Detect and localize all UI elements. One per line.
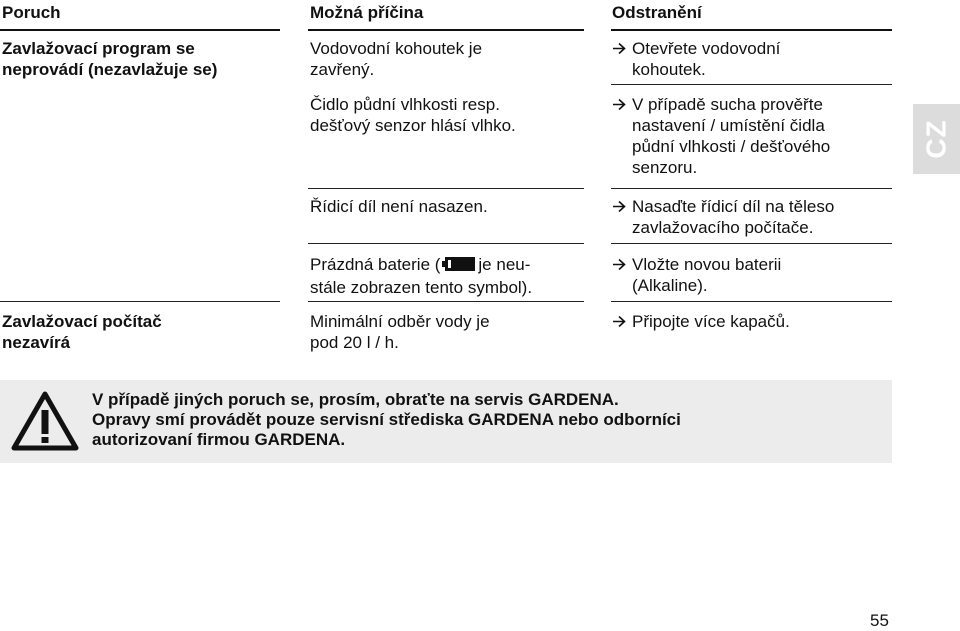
row-divider — [611, 301, 892, 302]
header-col-fault: Poruch — [2, 3, 61, 22]
arrow-right-icon — [612, 315, 626, 328]
divider — [611, 84, 892, 85]
arrow-right-icon — [612, 258, 626, 271]
problem-2: Zavlažovací počítač nezavírá — [2, 312, 162, 352]
warning-text: V případě jiných poruch se, prosím, obraťte na servis GARDENA. Opravy smí provádět pouze servisní střediska GARDENA nebo odborníci autorizovaní firmou GARDENA. — [92, 390, 681, 449]
arrow-right-icon — [612, 42, 626, 55]
arrow-right-icon — [612, 200, 626, 213]
header-rule-1 — [0, 29, 280, 31]
remedy-5: Připojte více kapačů. — [612, 311, 790, 332]
header-rule-2 — [308, 29, 584, 31]
language-tab: CZ — [913, 104, 960, 174]
header-col-cause: Možná příčina — [310, 3, 424, 22]
page-number: 55 — [870, 611, 889, 630]
cause-2: Čidlo půdní vlhkosti resp. dešťový senzor hlásí vlhko. — [310, 95, 516, 135]
divider — [611, 188, 892, 189]
remedy-1: Otevřete vodovodní kohoutek. — [612, 38, 780, 80]
empty-battery-icon — [442, 256, 476, 277]
row-divider — [308, 301, 584, 302]
header-rule-3 — [611, 29, 892, 31]
remedy-4: Vložte novou baterii (Alkaline). — [612, 254, 781, 296]
cause-1: Vodovodní kohoutek je zavřený. — [310, 39, 483, 79]
cause-4: Prázdná baterie ( je neu- stále zobrazen tento symbol). — [310, 255, 533, 297]
header-col-remedy: Odstranění — [612, 3, 702, 22]
row-divider — [0, 301, 280, 302]
divider — [308, 243, 584, 244]
cause-5: Minimální odběr vody je pod 20 l / h. — [310, 312, 490, 352]
warning-triangle-icon — [11, 390, 79, 457]
warning-box — [0, 380, 892, 463]
problem-1: Zavlažovací program se neprovádí (nezavlažuje se) — [2, 39, 218, 79]
divider — [308, 188, 584, 189]
cause-3: Řídicí díl není nasazen. — [310, 197, 488, 216]
remedy-2: V případě sucha prověřte nastavení / umístění čidla půdní vlhkosti / dešťového senzoru. — [612, 94, 830, 178]
arrow-right-icon — [612, 98, 626, 111]
remedy-3: Nasaďte řídicí díl na těleso zavlažovacího počítače. — [612, 196, 834, 238]
divider — [611, 243, 892, 244]
